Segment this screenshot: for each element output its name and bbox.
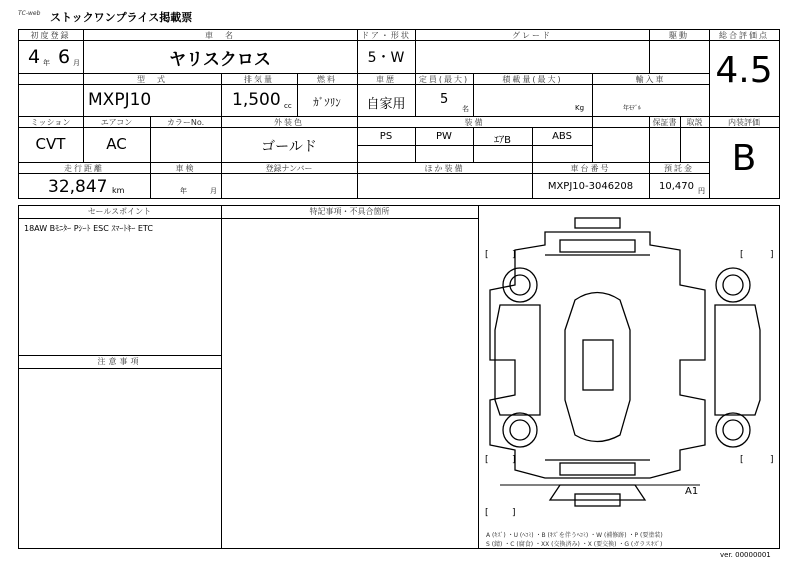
mileage-unit: km	[112, 186, 125, 195]
bracket-tr-close: ]	[770, 250, 774, 260]
version: ver. 00000001	[720, 551, 771, 559]
cc-unit: cc	[284, 102, 292, 110]
form-title: ストックワンプライス掲載票	[50, 11, 193, 24]
capacity-label: 定員(最大)	[418, 75, 470, 84]
capacity-unit: 名	[462, 105, 469, 113]
bracket-tl-open: [	[485, 250, 489, 260]
other-equip-label: ほか装備	[424, 164, 465, 173]
fuel-label: 燃料	[317, 75, 337, 84]
remarks-label: 特記事項・不具合箇所	[309, 207, 390, 216]
door-label: ドア・形状	[361, 31, 411, 40]
mission-label: ミッション	[30, 118, 71, 127]
chassis-value: MXPJ10-3046208	[547, 181, 634, 192]
usage-value: 自家用	[366, 97, 406, 112]
bracket-bottom-open: [	[485, 508, 489, 518]
manual-label: 取説	[686, 118, 703, 127]
door-value: 5・W	[367, 50, 405, 66]
capacity-value: 5	[440, 92, 449, 107]
import-year-unit: 年ﾓﾃﾞﾙ	[623, 105, 642, 112]
reg-year: 4	[28, 46, 41, 68]
car-diagram	[490, 218, 760, 506]
bracket-bl-close: ]	[512, 455, 516, 465]
displacement-label: 排気量	[244, 75, 274, 84]
interior-score-label: 内装評価	[728, 118, 760, 127]
bracket-br-close: ]	[770, 455, 774, 465]
drive-label: 駆動	[669, 31, 689, 40]
price-unit: 円	[698, 187, 705, 195]
model-label: 型 式	[137, 75, 167, 84]
equip-ps: PS	[379, 131, 393, 142]
bracket-br-open: [	[740, 455, 744, 465]
equipment-label: 装備	[464, 118, 485, 127]
bracket-bl-open: [	[485, 455, 489, 465]
sales-points-text: 18AW Bﾓﾆﾀｰ Pｼｰﾄ ESC ｽﾏｰﾄｷｰ ETC	[24, 224, 153, 233]
mileage-value: 32,847	[48, 177, 108, 197]
exterior-color-value: ゴールド	[261, 139, 317, 155]
mileage-label: 走行距離	[64, 164, 104, 173]
aircon-value: AC	[106, 135, 127, 153]
price-value: 10,470	[659, 181, 694, 192]
bracket-tr-open: [	[740, 250, 744, 260]
aircon-label: エアコン	[100, 118, 133, 127]
exterior-color-label: 外装色	[274, 118, 304, 127]
equip-airbag: ｴｱB	[494, 135, 511, 146]
warranty-label: 保証書	[652, 118, 677, 127]
insp-year-unit: 年	[180, 187, 187, 195]
bracket-tl-close: ]	[512, 250, 516, 260]
mission-value: CVT	[35, 135, 66, 153]
color-no-label: カラーNo.	[166, 118, 205, 127]
insp-month-unit: 月	[210, 187, 217, 195]
model-value: MXPJ10	[88, 90, 152, 110]
sales-points-label: セールスポイント	[87, 207, 152, 216]
overall-score: 4.5	[715, 50, 773, 91]
month-unit: 月	[73, 59, 80, 67]
load-label: 積載量(最大)	[502, 75, 563, 84]
displacement-value: 1,500	[232, 90, 281, 110]
inspection-label: 車検	[175, 164, 196, 173]
usage-label: 車歴	[376, 75, 396, 84]
plate-label: 登録ナンバー	[265, 164, 313, 173]
reg-month: 6	[58, 46, 71, 68]
logo: TC-web	[18, 10, 41, 17]
caution-label: 注意事項	[97, 357, 142, 366]
bracket-bottom-close: ]	[512, 508, 516, 518]
car-name: ヤリスクロス	[169, 50, 271, 70]
fuel-value: ｶﾞｿﾘﾝ	[313, 96, 341, 109]
car-name-label: 車 名	[205, 31, 235, 40]
grade-label: グレード	[512, 31, 552, 40]
legend-line-2: S (錆) ・C (腐食) ・XX (交換済み) ・X (要交換) ・G (ガラスｷｽﾞ)	[486, 541, 663, 548]
import-label: 輸入車	[635, 75, 666, 84]
first-reg-label: 初度登録	[30, 31, 71, 40]
load-unit: Kg	[575, 104, 585, 112]
interior-score: B	[731, 138, 757, 179]
equip-pw: PW	[436, 131, 452, 142]
price-label: 預託金	[664, 164, 694, 173]
equip-abs: ABS	[552, 131, 572, 142]
overall-score-label: 総合評価点	[719, 31, 769, 40]
damage-mark-a1: A1	[685, 486, 699, 497]
legend-line-1: A (ｷｽﾞ) ・U (ﾍｺﾐ) ・B (ｷｽﾞを伴うﾍｺﾐ) ・W (補修跡) ・P (要塗装)	[486, 532, 663, 539]
year-unit: 年	[43, 59, 50, 67]
chassis-label: 車台番号	[570, 164, 611, 173]
